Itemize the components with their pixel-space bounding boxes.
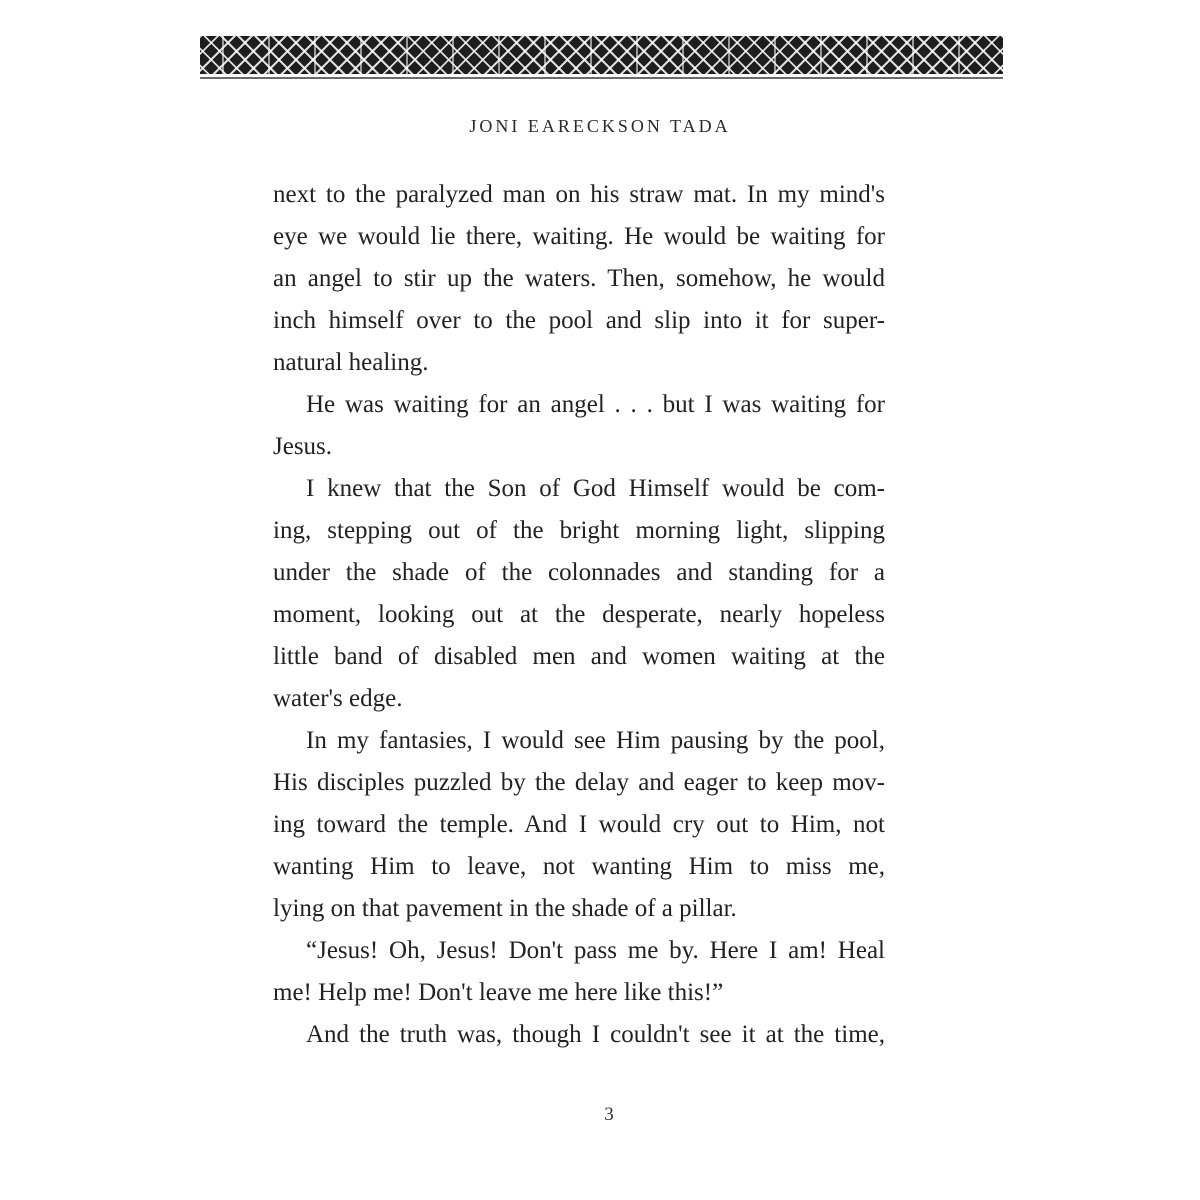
text-line: an angel to stir up the waters. Then, somehow, he would — [273, 265, 885, 292]
text-line: I knew that the Son of God Himself would be com- — [306, 475, 885, 502]
running-head-author: JONI EARECKSON TADA — [469, 116, 731, 136]
text-line: next to the paralyzed man on his straw mat. In my mind's — [273, 181, 885, 208]
text-line: And the truth was, though I couldn't see it at the time, — [306, 1021, 885, 1048]
text-line: ing toward the temple. And I would cry out to Him, not — [273, 811, 885, 838]
text-line: little band of disabled men and women waiting at the — [273, 643, 885, 670]
decorative-border-ornament — [200, 36, 1003, 74]
body-text — [273, 174, 885, 1056]
text-line: water's edge. — [273, 685, 403, 712]
text-line: “Jesus! Oh, Jesus! Don't pass me by. Here I am! Heal — [306, 937, 885, 964]
header-rule — [200, 77, 1003, 79]
text-line: Jesus. — [273, 433, 333, 460]
text-line: ing, stepping out of the bright morning light, slipping — [273, 517, 885, 544]
text-line: me! Help me! Don't leave me here like this!” — [273, 979, 724, 1006]
text-line: He was waiting for an angel . . . but I was waiting for — [306, 391, 885, 418]
page-number: 3 — [604, 1104, 614, 1125]
text-line: moment, looking out at the desperate, nearly hopeless — [273, 601, 885, 628]
text-line: lying on that pavement in the shade of a pillar. — [273, 895, 737, 922]
text-line: His disciples puzzled by the delay and eager to keep mov- — [273, 769, 885, 796]
text-line: eye we would lie there, waiting. He would be waiting for — [273, 223, 885, 250]
text-line: inch himself over to the pool and slip into it for super- — [273, 307, 885, 334]
text-line: In my fantasies, I would see Him pausing by the pool, — [306, 727, 885, 754]
text-line: under the shade of the colonnades and standing for a — [273, 559, 885, 586]
text-line: wanting Him to leave, not wanting Him to miss me, — [273, 853, 885, 880]
text-line: natural healing. — [273, 349, 429, 376]
